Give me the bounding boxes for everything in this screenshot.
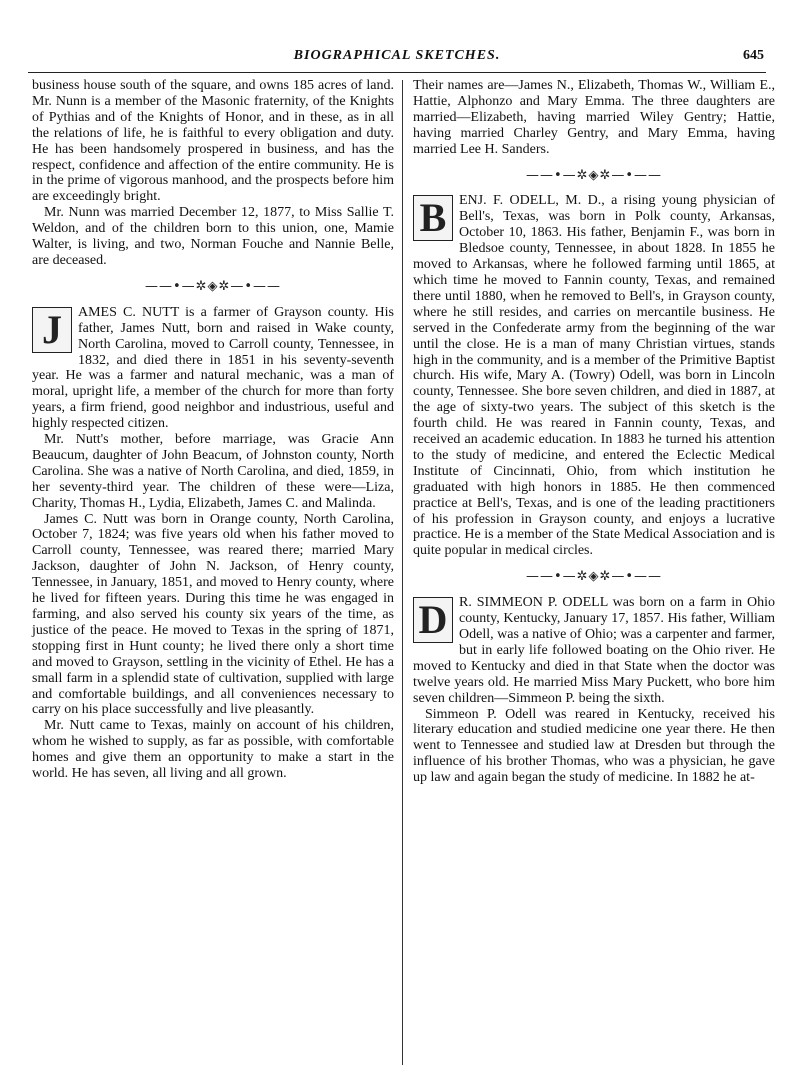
benj-odell-paragraph bbox=[413, 193, 775, 559]
right-column bbox=[413, 78, 775, 786]
nutt-children-names-paragraph: Their names are—James N., Elizabeth, Thomas W., William E., Hattie, Alphonzo and Mary Emma. The three daughters are married—Elizabeth, having married Wiley Gentry; Hattie, having married Charley Gentry, and Mary Emma, having married Lee H. Sanders. bbox=[413, 78, 775, 157]
simmeon-odell-dropcap-initial: D bbox=[413, 597, 453, 643]
simmeon-odell-intro-text: was born on a farm in Ohio county, Kentucky, January 17, 1857. His father, William Odell, was a native of Ohio; was a carpenter and farmer, but in early life followed boating on the Ohio river. He moved to Kentucky and died in that State when the doctor was twelve years old. He married Miss Mary Puckett, who bore him seven children—Simmeon P. being the sixth. bbox=[413, 595, 775, 706]
nutt-children-paragraph: Mr. Nutt came to Texas, mainly on account of his children, whom he wished to supply, as far as possible, with comfortable homes and give them an opportunity to make a start in the world. He has seven, all living and all grown. bbox=[32, 718, 394, 782]
nutt-dropcap-initial: J bbox=[32, 307, 72, 353]
page-number: 645 bbox=[743, 48, 764, 63]
nutt-biography-paragraph: James C. Nutt was born in Orange county, North Carolina, October 7, 1824; was five years old when his father moved to Carroll county, Tennessee, was reared there; married Mary Jackson, daughter of John N. Jackson, of Henry county, Tennessee, in January, 1851, and moved to Henry county, where he lived for fifteen years. During this time he was engaged in farming, and also served his county six years of the time, as justice of the peace. He moved to Texas in the spring of 1871, stopping first in Hunt county; he lived there only a short time and moved to Grayson, settling in the vicinity of Ethel. He has a small farm in a splendid state of cultivation, supplied with large and comfortable buildings, and all conveniences necessary to carry on his place successfully and live pleasantly. bbox=[32, 511, 394, 718]
simmeon-odell-sketch bbox=[413, 595, 775, 706]
nutt-heading-name: AMES C. NUTT bbox=[78, 304, 180, 320]
left-column bbox=[32, 78, 394, 782]
section-ornament: ——•—✲◈✲—•—— bbox=[525, 569, 663, 585]
benj-odell-sketch bbox=[413, 193, 775, 559]
simmeon-odell-intro-paragraph bbox=[413, 595, 775, 706]
nunn-paragraph-continued: business house south of the square, and owns 185 acres of land. Mr. Nunn is a member of the Masonic fraternity, of the Knights of Pythias and of the Knights of Honor, and in these, as in all the relations of life, he is faithful to every obligation and duty. He has been handsomely prospered in business, and has the respect, confidence and affection of the entire community. He is in the prime of vigorous manhood, and the prospects before him are exceedingly bright. bbox=[32, 78, 394, 205]
nunn-marriage-paragraph: Mr. Nunn was married December 12, 1877, to Miss Sallie T. Weldon, and of the children born to this union, one, Mamie Walter, is living, and two, Norman Fouche and Nannie Belle, are deceased. bbox=[32, 205, 394, 268]
benj-odell-text: a rising young physician of Bell's, Texas, was born in Polk county, Arkansas, October 10, 1863. His father, Benjamin F., was born in Bledsoe county, Tennessee, in about 1828. In 1855 he moved to Arkansas, where he followed farming until 1865, at which time he moved to Fannin county, Texas, and remained there until 1880, when he removed to Bell's, in Grayson county, where he still resides, and carries on mercantile business. He served in the Confederate army from the beginning of the war until the close. He is a man of many Christian virtues, stands high in the community, and is a member of the Primitive Baptist church. His wife, Mary A. (Towry) Odell, was born in Lincoln county, Tennessee. She bore seven children, and died in 1887, at the age of sixty-two years. The subject of this sketch is the fourth child. He was reared in Fannin county, Texas, and received an academic education. In 1883 he turned his attention to the study of medicine, and entered the Eclectic Medical Institute of Cincinnati, Ohio, from which institution he graduated with high honors in 1885. He then commenced practice at Bell's, Texas, and is one of the leading practitioners of his profession in Grayson county, and enjoys a lucrative practice. He is a member of the State Medical Association and is quite popular in medical circles. bbox=[413, 193, 775, 559]
benj-odell-heading-name: ENJ. F. ODELL, M. D., bbox=[459, 193, 605, 209]
nutt-sketch bbox=[32, 305, 394, 432]
simmeon-odell-education-paragraph: Simmeon P. Odell was reared in Kentucky, received his literary education and studied medicine one year there. He then went to Tennessee and studied law at Dresden but through the influence of his brother Thomas, who was a physician, he gave up law and again began the study of medicine. In 1882 he at- bbox=[413, 706, 775, 786]
header-rule bbox=[28, 72, 766, 73]
section-ornament: ——•—✲◈✲—•—— bbox=[144, 278, 282, 294]
section-ornament: ——•—✲◈✲—•—— bbox=[525, 167, 663, 183]
running-head-title: BIOGRAPHICAL SKETCHES. bbox=[293, 48, 501, 63]
running-head bbox=[30, 48, 764, 68]
nutt-intro-paragraph bbox=[32, 305, 394, 432]
nutt-intro-text: is a farmer of Grayson county. His father, James Nutt, born and raised in Wake county, North Carolina, moved to Carroll county, Tennessee, in 1832, and died there in 1851 in his seventy-seventh year. He was a farmer and natural mechanic, was a man of moral, upright life, a member of the church for more than forty years, a firm friend, good neighbor and industrious, useful and highly respected citizen. bbox=[32, 304, 394, 432]
nutt-mother-paragraph: Mr. Nutt's mother, before marriage, was Gracie Ann Beaucum, daughter of John Beacum, of Johnston county, North Carolina. She was a native of North Carolina, and died, 1859, in her seventy-third year. The children of these were—Liza, Charity, Thomas H., Lydia, Elizabeth, James C. and Malinda. bbox=[32, 432, 394, 511]
benj-odell-dropcap-initial: B bbox=[413, 195, 453, 241]
column-divider bbox=[402, 80, 403, 1065]
simmeon-odell-heading-name: R. SIMMEON P. ODELL bbox=[459, 595, 608, 611]
